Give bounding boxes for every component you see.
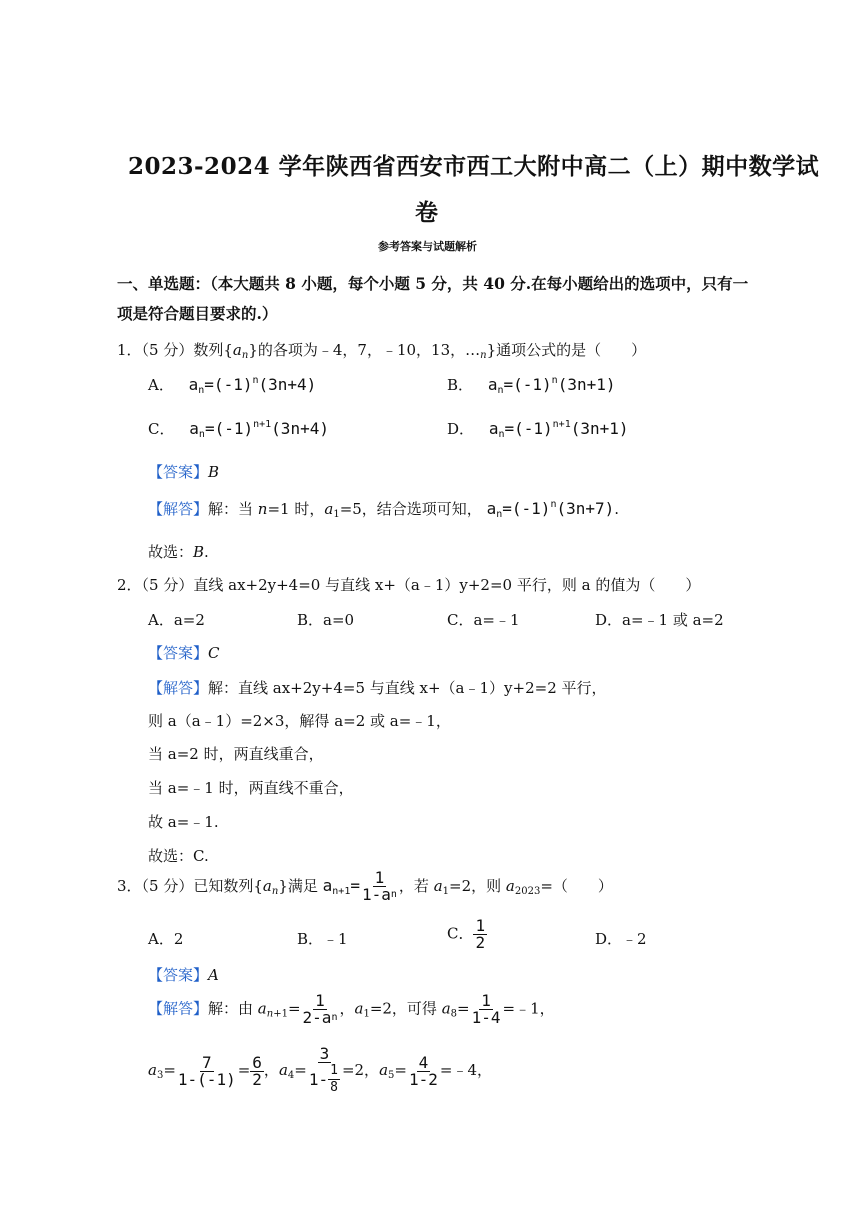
q3-option-a: A．2 [148, 930, 184, 948]
page-subtitle: 参考答案与试题解析 [378, 240, 477, 253]
q3-recurrence: $a_{n+1}=$ 1 1-a n [322, 868, 397, 904]
q1-stem-start: 1．（5 分）数列{ [117, 341, 233, 359]
q2-option-a: A．a=2 [148, 611, 205, 629]
q1-answer [148, 461, 219, 482]
q2-solution-tag: 【解答】 [148, 679, 209, 697]
q3-answer-tag: 【答案】 [148, 966, 209, 984]
q3-solution-line-2: $a_3=$ $\frac{7}{1-(-1)}$ = $\frac{6}{2}$ ，$a_4=$ 3 1- $\frac{1}{8}$ =2，$a_5=$ $\frac{4}{1-2}$ =﹣4， [148, 1044, 492, 1095]
q3-option-d: D．﹣2 [595, 930, 647, 948]
q3-option-c: C． $\frac{1}{2}$ [447, 916, 486, 952]
q2-option-d: D．a=﹣1 或 a=2 [595, 611, 724, 629]
q1-option-b-formula: $a_n=(-1)^n(3n+1)$ [487, 375, 616, 396]
q1-option-a-formula: $a_n=(-1)^n(3n+4)$ [188, 375, 317, 396]
q2-option-b: B．a=0 [297, 611, 355, 629]
question-2-stem: 2．（5 分）直线 ax+2y+4=0 与直线 x+（a﹣1）y+2=0 平行，则 a 的值为（ ） [117, 576, 701, 594]
q1-solution-tag: 【解答】 [148, 500, 209, 518]
q3-solution-tag: 【解答】 [148, 999, 209, 1018]
q1-answer-tag: 【答案】 [148, 463, 209, 481]
q1-option-a-label: A． [148, 376, 174, 394]
q1-option-d-label: D． [447, 420, 475, 438]
q3-option-b: B．﹣1 [297, 930, 348, 948]
q2-answer-tag: 【答案】 [148, 644, 209, 662]
section-heading-continued: 项是符合题目要求的.） [117, 304, 278, 323]
question-3-stem: 3．（5 分）已知数列$\{a_n\}$满足 $a_{n+1}=$ 1 1-a n ，若 $a_1=2$，则 $a_{2023}=$（ ） [117, 868, 613, 904]
section-heading: 一、单选题：（本大题共 8 小题，每个小题 5 分，共 40 分.在每小题给出的选项中，只有一 [117, 274, 749, 293]
q3-answer-value: A [208, 966, 219, 984]
q2-answer-value: C [208, 644, 220, 662]
q1-choose: 故选：B. [148, 543, 209, 561]
q2-solution-line-5: 故 a=﹣1. [148, 813, 219, 831]
page-title: 2023-2024 学年陕西省西安市西工大附中高二（上）期中数学试 [128, 153, 820, 180]
q3-solution-line-1: 【解答】解：由 $a_{n+1}=$ 1 2-a n ，$a_1=2$，可得 $a_8=$ $\frac{1}{1-4}$ =﹣1， [148, 991, 555, 1027]
page-title-continued: 卷 [415, 199, 439, 226]
q3-answer [148, 964, 219, 985]
q1-solution-formula: $a_n=(-1)^n(3n+7)$ [486, 499, 615, 520]
q1-option-c [148, 418, 329, 440]
q1-option-c-label: C． [148, 420, 175, 438]
q2-solution-line-3: 当 a=2 时，两直线重合， [148, 745, 324, 763]
q1-stem-end: }通项公式的是（ ） [486, 341, 647, 359]
q2-answer [148, 642, 220, 663]
question-1-stem: 1．（5 分）数列$\{a_n\}$的各项为﹣4，7，﹣10，13，$\dots_n$}通项公式的是（ ） [117, 341, 647, 361]
q2-option-c: C．a=﹣1 [447, 611, 520, 629]
q1-solution: 【解答】解：当 n=1 时，$a_1=5$，结合选项可知， $a_n=(-1)^n(3n+7)$. [148, 499, 620, 520]
q1-option-b-label: B． [447, 376, 474, 394]
q1-option-d-formula: $a_n=(-1)^{n+1}(3n+1)$ [488, 419, 629, 440]
q1-answer-value: B [208, 463, 220, 481]
q2-solution-line-4: 当 a=﹣1 时，两直线不重合， [148, 779, 354, 797]
q2-solution-line-1: 【解答】解：直线 ax+2y+4=5 与直线 x+（a﹣1）y+2=2 平行， [148, 679, 607, 697]
q1-option-b [447, 374, 615, 396]
q2-solution-line-2: 则 a（a﹣1）=2×3，解得 a=2 或 a=﹣1， [148, 712, 451, 730]
q2-choose: 故选：C. [148, 847, 209, 865]
q1-option-d [447, 418, 629, 440]
q1-option-a [148, 374, 316, 396]
q1-option-c-formula: $a_n=(-1)^{n+1}(3n+4)$ [189, 419, 329, 440]
q1-stem-middle: }的各项为﹣4，7，﹣10，13，… [248, 341, 481, 359]
